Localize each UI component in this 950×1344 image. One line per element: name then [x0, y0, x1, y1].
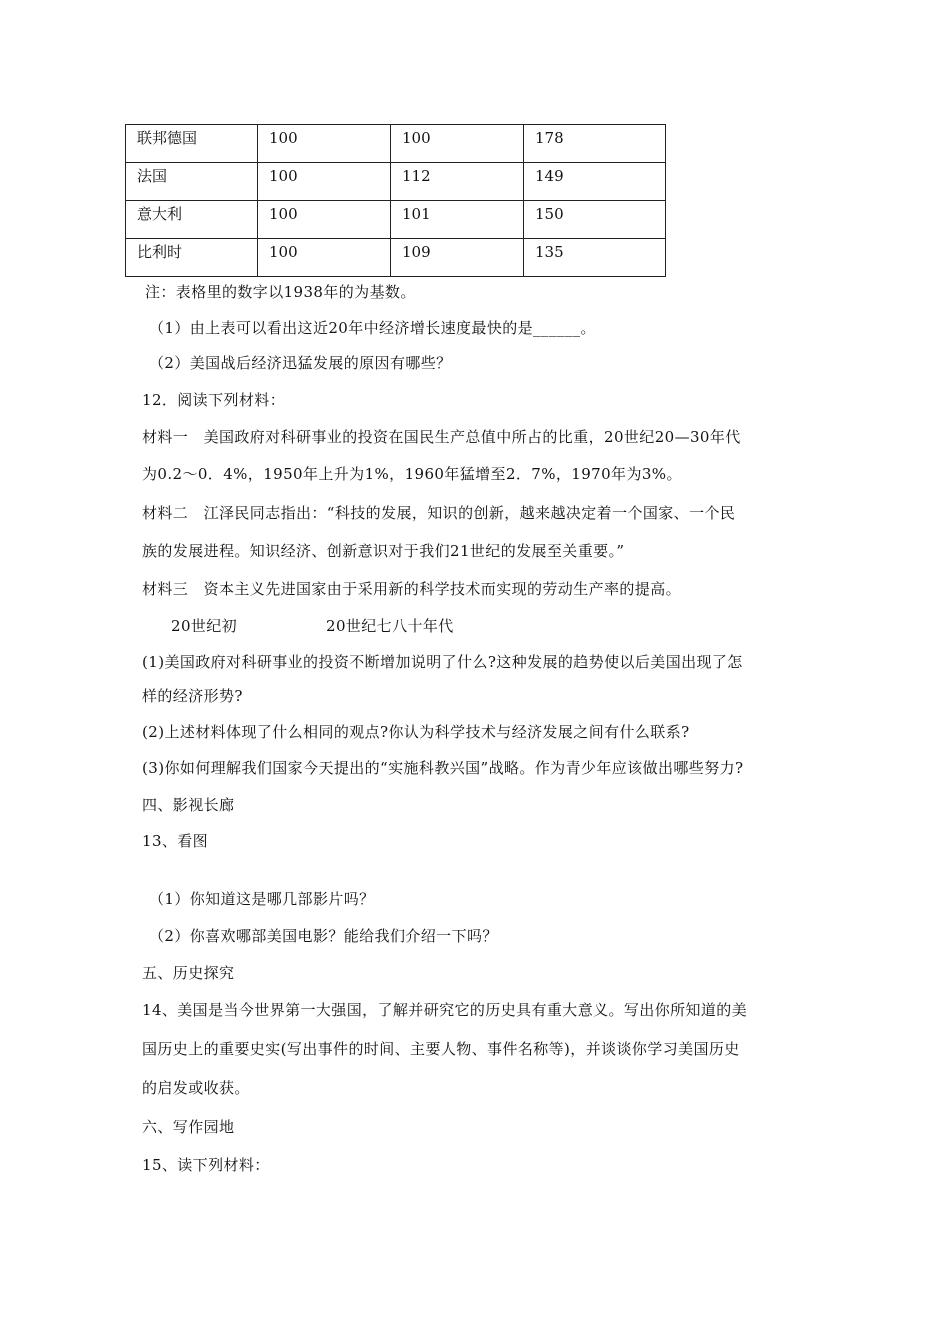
- material-1-line-2: 为0.2～0．4%，1950年上升为1%，1960年猛增至2．7%，1970年为3%。: [142, 465, 682, 483]
- table-note: 注：表格里的数字以1938年的为基数。: [145, 283, 416, 301]
- material-2-line-2: 族的发展进程。知识经济、创新意识对于我们21世纪的发展至关重要。”: [142, 542, 625, 560]
- table-cell: 比利时: [126, 239, 258, 277]
- table-cell: 法国: [126, 163, 258, 201]
- table-cell: 100: [258, 201, 391, 239]
- section-6-heading: 六、写作园地: [142, 1118, 235, 1136]
- question-14-line-3: 的启发或收获。: [142, 1079, 250, 1097]
- table-cell: 意大利: [126, 201, 258, 239]
- table-row: [126, 125, 666, 163]
- section-4-heading: 四、影视长廊: [142, 796, 235, 814]
- question-2: （2）美国战后经济迅猛发展的原因有哪些？: [149, 354, 452, 372]
- table-cell: 149: [524, 163, 666, 201]
- question-1: （1）由上表可以看出这近20年中经济增长速度最快的是______。: [149, 319, 596, 337]
- table-row: [126, 239, 666, 277]
- subquestion-1-line-2: 样的经济形势?: [142, 687, 243, 705]
- table-cell: 112: [391, 163, 524, 201]
- section-5-heading: 五、历史探究: [142, 964, 235, 982]
- subquestion-1-line-1: (1)美国政府对科研事业的投资不断增加说明了什么?这种发展的趋势使以后美国出现了怎: [142, 653, 743, 671]
- table-cell: 135: [524, 239, 666, 277]
- table-cell: 100: [258, 125, 391, 163]
- material-2-line-1: 材料二 江泽民同志指出：“科技的发展，知识的创新，越来越决定着一个国家、一个民: [142, 504, 736, 522]
- table-cell: 101: [391, 201, 524, 239]
- table-cell: 100: [258, 239, 391, 277]
- question-14-line-1: 14、美国是当今世界第一大强国，了解并研究它的历史具有重大意义。写出你所知道的美: [142, 1001, 748, 1019]
- question-14-line-2: 国历史上的重要史实(写出事件的时间、主要人物、事件名称等)，并谈谈你学习美国历史: [142, 1040, 740, 1058]
- period-label-early: 20世纪初: [171, 617, 238, 635]
- question-15-heading: 15、读下列材料：: [142, 1156, 270, 1174]
- table-row: [126, 201, 666, 239]
- material-1-line-1: 材料一 美国政府对科研事业的投资在国民生产总值中所占的比重，20世纪20—30年代: [142, 428, 741, 446]
- table-cell: 178: [524, 125, 666, 163]
- subquestion-3: (3)你如何理解我们国家今天提出的“实施科教兴国”战略。作为青少年应该做出哪些努力?: [142, 759, 744, 777]
- table-cell: 100: [258, 163, 391, 201]
- period-label-late: 20世纪七八十年代: [326, 617, 454, 635]
- material-3: 材料三 资本主义先进国家由于采用新的科学技术而实现的劳动生产率的提高。: [142, 580, 682, 598]
- table-cell: 联邦德国: [126, 125, 258, 163]
- growth-table: [125, 124, 666, 277]
- table-cell: 100: [391, 125, 524, 163]
- table-cell: 109: [391, 239, 524, 277]
- question-13-heading: 13、看图: [142, 832, 209, 850]
- table-row: [126, 163, 666, 201]
- question-13-1: （1）你知道这是哪几部影片吗？: [149, 890, 375, 908]
- subquestion-2: (2)上述材料体现了什么相同的观点?你认为科学技术与经济发展之间有什么联系?: [142, 723, 690, 741]
- question-13-2: （2）你喜欢哪部美国电影？能给我们介绍一下吗？: [149, 927, 498, 945]
- table-cell: 150: [524, 201, 666, 239]
- question-12-heading: 12．阅读下列材料：: [142, 391, 286, 409]
